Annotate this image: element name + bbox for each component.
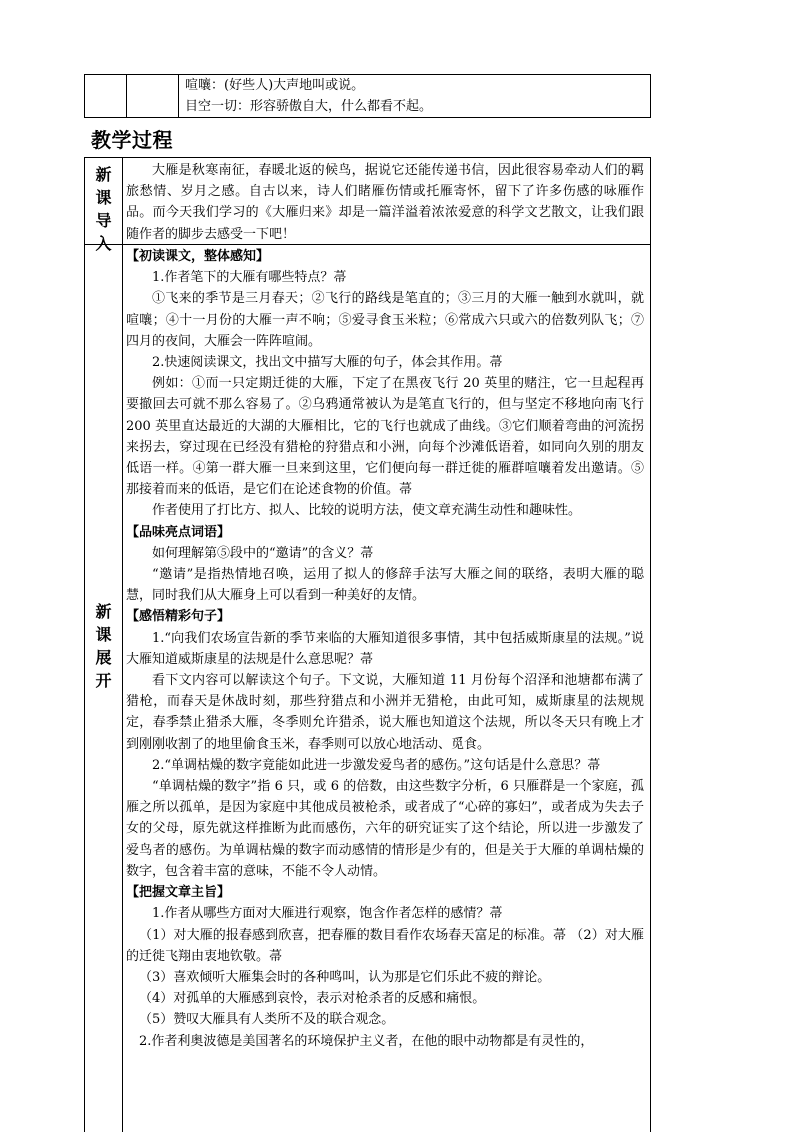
column-divider xyxy=(122,158,123,1132)
vocab-line: 喧嚷：(好些人)大声地叫或说。 xyxy=(185,78,365,93)
label-char: 展 xyxy=(95,648,112,667)
label-char: 新 xyxy=(95,602,112,621)
heading-sentences: 【感悟精彩句子】 xyxy=(126,609,231,625)
question: 2.快速阅读课文，找出文中描写大雁的句子，体会其作用。菷 xyxy=(152,355,503,371)
intro-content xyxy=(126,160,644,245)
question: 2.作者利奥波德是美国著名的环境保护主义者，在他的眼中动物都是有灵性的， xyxy=(139,1033,594,1049)
label-char: 新 xyxy=(95,165,112,184)
intro-paragraph: 大雁是秋寒南征，春暖北返的候鸟，据说它还能传递书信，因此很容易牵动人们的羁旅愁情、岁月之感。自古以来，诗人们睹雁伤情或托雁寄怀，留下了许多伤感的咏雁作品。而今天我们学习的《大雁归来》却是一篇洋溢着浓浓爱意的科学文艺散文，让我们跟随作者的脚步去感受一下吧！ xyxy=(126,163,644,242)
answer: 作者使用了打比方、拟人、比较的说明方法，使文章充满生动性和趣味性。 xyxy=(152,503,582,519)
vocab-cell-empty-1 xyxy=(85,75,127,117)
answer: “邀请”是指热情地召唤，运用了拟人的修辞手法写大雁之间的联络，表明大雁的聪慧，同时我们从大雁身上可以看到一种美好的友情。 xyxy=(126,567,644,604)
vocab-line: 目空一切：形容骄傲自大，什么都看不起。 xyxy=(185,99,433,114)
answer: 看下文内容可以解读这个句子。下文说，大雁知道 11 月份每个沼泽和池塘都布满了猎枪，而春天是休战时刻，那些狩猎点和小洲并无猎枪，由此可知，威斯康星的法规规定，春季禁止猎杀大雁，冬季则允许猎杀，说大雁也知道这个法规，所以冬天只有晚上才到刚刚收割了的地里偷食玉米，春季则可以放心地活动、觅食。 xyxy=(126,673,644,752)
lesson-table xyxy=(84,157,651,1132)
row-label-intro xyxy=(85,163,122,255)
answer: ①飞来的季节是三月春天；②飞行的路线是笔直的；③三月的大雁一触到水就叫，就喧嚷；④十一月份的大雁一声不响；⑤爱寻食玉米粒；⑥常成六只或六的倍数列队飞；⑦四月的夜间，大雁会一阵阵喧闹。 xyxy=(126,291,644,349)
question: 1.“向我们农场宣告新的季节来临的大雁知道很多事情，其中包括威斯康星的法规。”说大雁知道威斯康星的法规是什么意思呢？菷 xyxy=(126,630,644,667)
question: 1.作者笔下的大雁有哪些特点？菷 xyxy=(152,270,347,286)
heading-key-words: 【品味亮点词语】 xyxy=(126,524,231,540)
vocab-cell-empty-2 xyxy=(126,75,179,117)
heading-theme: 【把握文章主旨】 xyxy=(126,885,231,901)
answer: 例如：①而一只定期迁徙的大雁，下定了在黑夜飞行 20 英里的赌注，它一旦起程再要撤回去可就不那么容易了。②乌鸦通常被认为是笔直飞行的，但与坚定不移地向南飞行 200 英里直达最近的大湖的大雁相比，它的飞行也就成了曲线。③它们顺着弯曲的河流拐来拐去，穿过现在已经没有猎枪的狩猎点和小洲，向每个沙滩低语着，如同向久别的朋友低语一样。④第一群大雁一旦来到这里，它们便向每一群迁徙的雁群喧嚷着发出邀请。⑤那接着而来的低语，是它们在论述食物的价值。菷 xyxy=(126,376,644,498)
label-char: 开 xyxy=(95,671,112,690)
question: 如何理解第⑤段中的“邀请”的含义？菷 xyxy=(152,545,374,561)
question: 2.“单调枯燥的数字竟能如此进一步激发爱鸟者的感伤。”这句话是什么意思？菷 xyxy=(152,757,601,773)
answer: （4）对孤单的大雁感到哀怜，表示对枪杀者的反感和痛恨。 xyxy=(139,991,486,1007)
section-title: 教学过程 xyxy=(91,128,173,152)
answer: （1）对大雁的报春感到欣喜，把春雁的数目看作农场春天富足的标准。菷 （2）对大雁的迁徙飞翔由衷地钦敬。菷 xyxy=(126,927,644,964)
label-char: 导 xyxy=(95,211,112,230)
heading-first-read: 【初读课文，整体感知】 xyxy=(126,249,270,264)
label-char: 入 xyxy=(95,234,112,253)
body-content xyxy=(126,246,644,1052)
answer: （3）喜欢倾听大雁集会时的各种鸣叫，认为那是它们乐此不疲的辩论。 xyxy=(139,969,551,985)
answer: “单调枯燥的数字”指 6 只，或 6 的倍数，由这些数字分析，6 只雁群是一个家庭，孤雁之所以孤单，是因为家庭中其他成员被枪杀，或者成了“心碎的寡妇”，或者成为失去子女的父母，原先就这样推断为此而感伤，六年的研究证实了这个结论，所以进一步激发了爱鸟者的感伤。为单调枯燥的数字而动感情的情形是少有的，但是关于大雁的单调枯燥的数字，包含着丰富的意味，不能不令人动情。 xyxy=(126,779,644,879)
label-char: 课 xyxy=(95,188,112,207)
vocab-cell-content xyxy=(185,75,646,117)
answer: （5）赞叹大雁具有人类所不及的联合观念。 xyxy=(139,1012,395,1028)
vocab-table xyxy=(84,74,651,118)
row-label-body xyxy=(85,600,122,692)
question: 1.作者从哪些方面对大雁进行观察，饱含作者怎样的感情？菷 xyxy=(152,906,503,922)
label-char: 课 xyxy=(95,625,112,644)
